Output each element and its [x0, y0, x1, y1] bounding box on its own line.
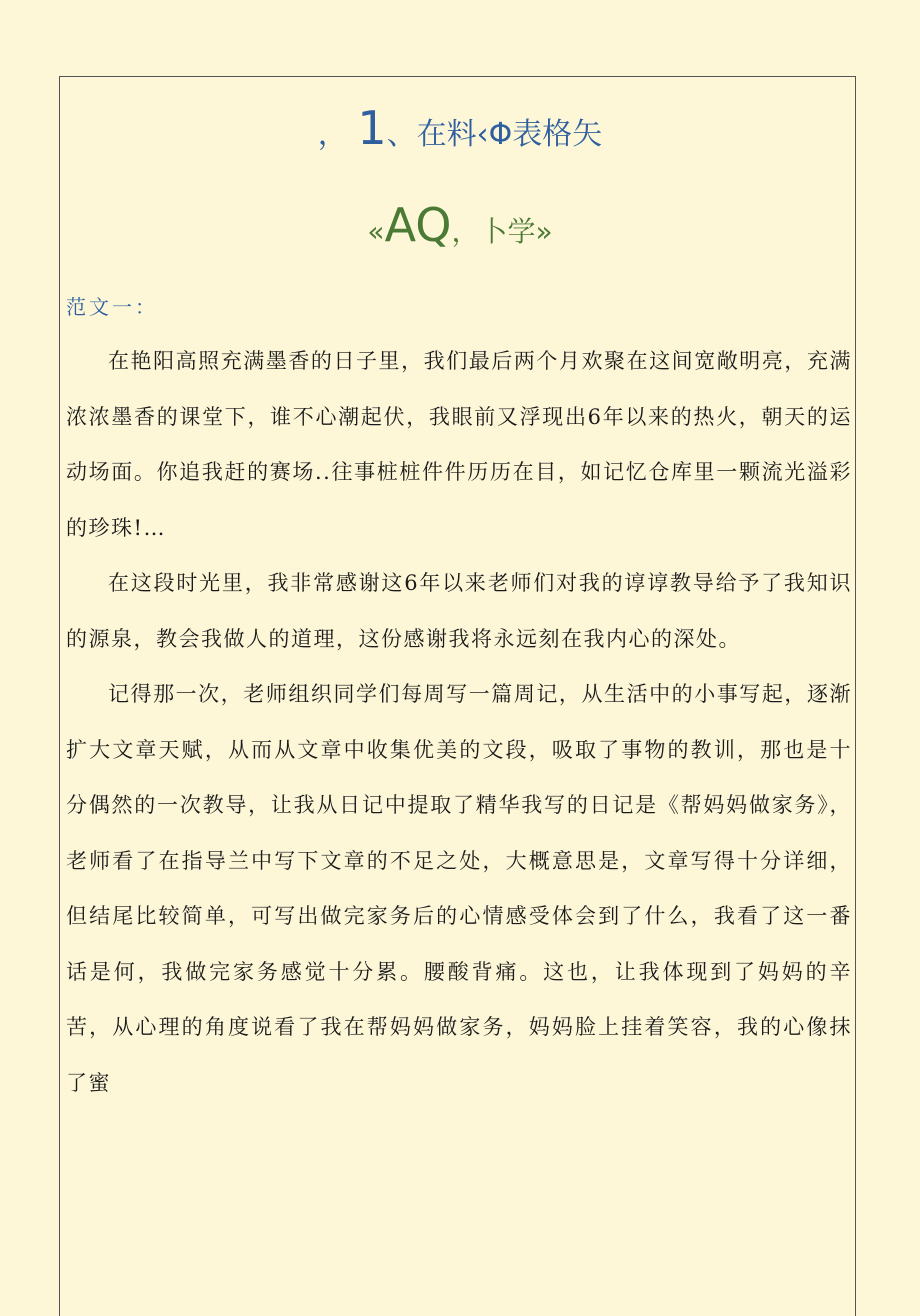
title-prefix: ， — [317, 117, 348, 152]
title-text: 、在料‹Φ表格矢 — [386, 117, 603, 152]
document-title — [0, 98, 920, 165]
subtitle-big: AQ — [384, 198, 452, 252]
subtitle-left: « — [367, 215, 385, 248]
paragraph: 在这段时光里，我非常感谢这6年以来老师们对我的谆谆教导给予了我知识的源泉，教会我做人的道理，这份感谢我将永远刻在我内心的深处。 — [66, 571, 852, 651]
section-label: 范文一： — [66, 295, 158, 319]
document-subtitle — [0, 190, 920, 267]
title-number: 1 — [357, 101, 387, 155]
paragraph: 记得那一次，老师组织同学们每周写一篇周记，从生活中的小事写起，逐渐扩大文章天赋，从而从文章中收集优美的文段，吸取了事物的教训，那也是十分偶然的一次教导，让我从日记中提取了精华我写的日记是《帮妈妈做家务》，老师看了在指导兰中写下文章的不足之处，大概意思是，文章写得十分详细，但结尾比较简单，可写出做完家务后的心情感受体会到了什么，我看了这一番话是何，我做完家务感觉十分累。腰酸背痛。这也，让我体现到了妈妈的辛苦，从心理的角度说看了我在帮妈妈做家务，妈妈脸上挂着笑容，我的心像抹了蜜 — [66, 682, 852, 1095]
paragraph: 在艳阳高照充满墨香的日子里，我们最后两个月欢聚在这间宽敞明亮，充满浓浓墨香的课堂下，谁不心潮起伏，我眼前又浮现出6年以来的热火，朝天的运动场面。你追我赶的赛场..往事桩桩件件历历在目，如记忆仓库里一颗流光溢彩的珍珠!… — [66, 349, 852, 540]
subtitle-text: ，卜学» — [451, 215, 553, 248]
essay-body — [66, 334, 852, 1111]
